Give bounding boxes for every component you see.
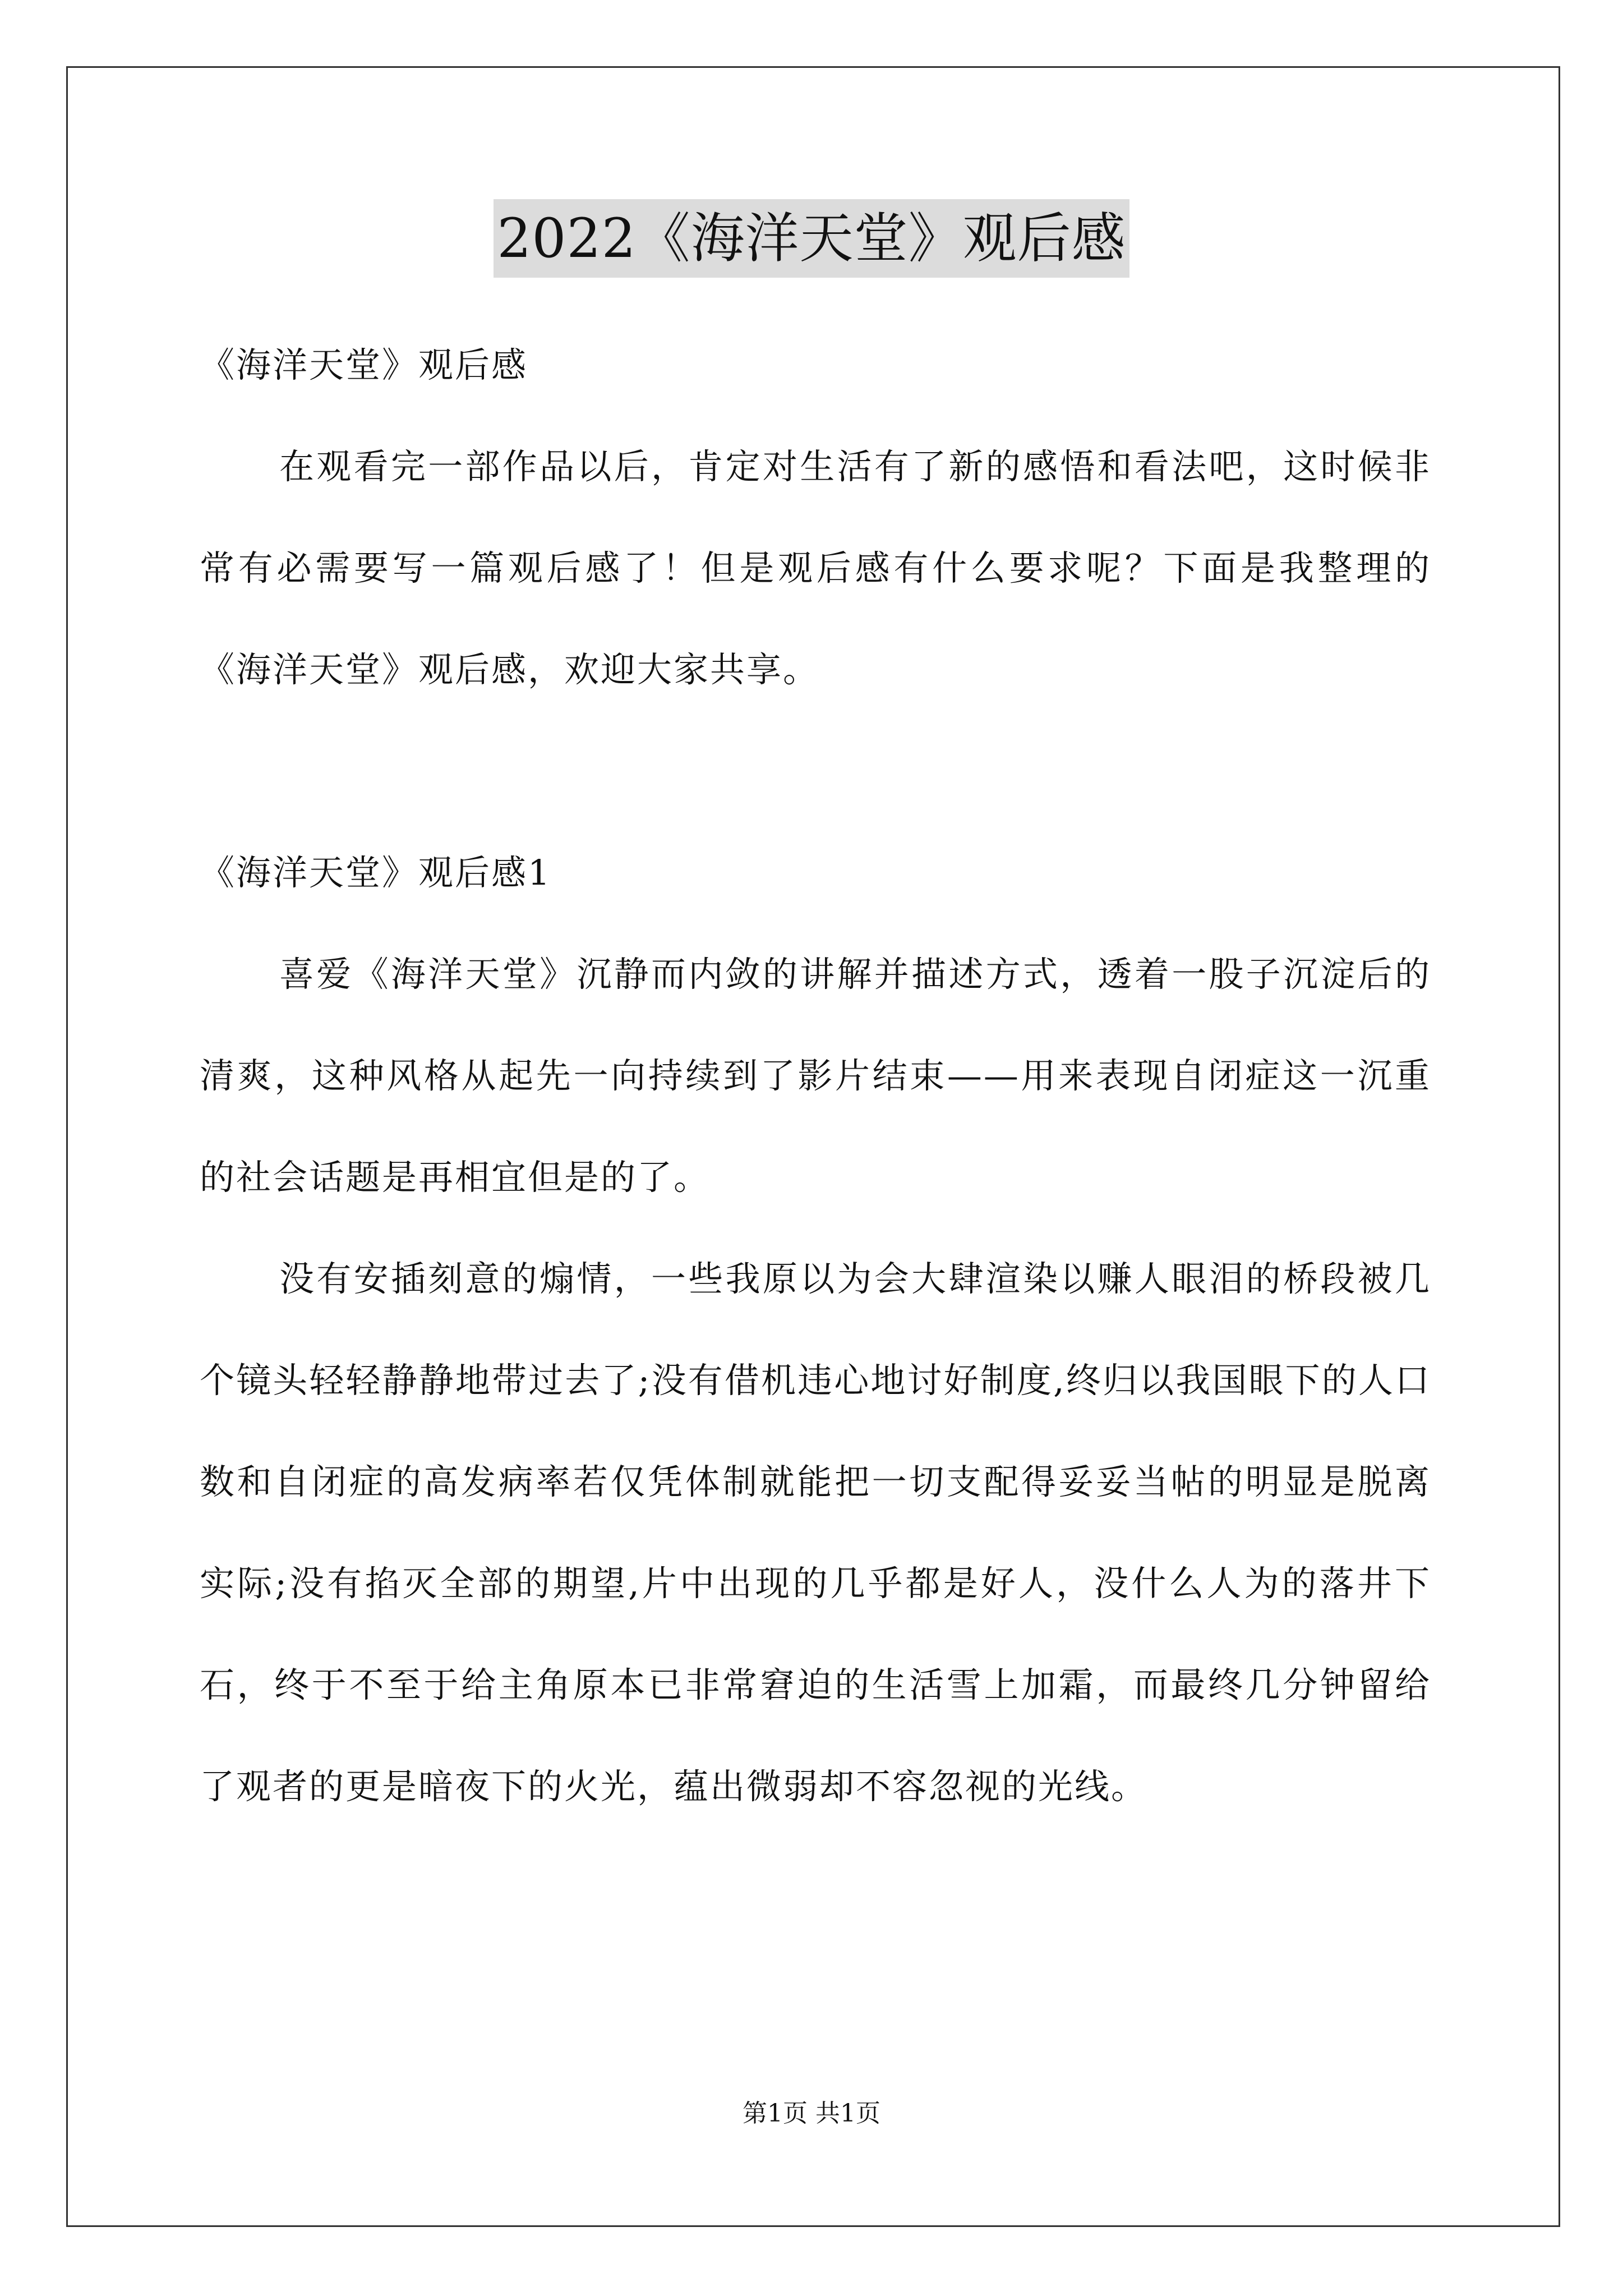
document-title: 2022《海洋天堂》观后感	[494, 199, 1129, 278]
document-subtitle: 《海洋天堂》观后感	[200, 344, 528, 385]
body-paragraph-2: 没有安插刻意的煽情，一些我原以为会大肆渲染以赚人眼泪的桥段被几个镜头轻轻静静地带过去了;没有借机违心地讨好制度,终归以我国眼下的人口数和自闭症的高发病率若仅凭体制就能把一切支配得妥妥当帖的明显是脱离实际;没有掐灭全部的期望,片中出现的几乎都是好人，没什么人为的落井下石，终于不至于给主角原本已非常窘迫的生活雪上加霜，而最终几分钟留给了观者的更是暗夜下的火光，蕴出微弱却不容忽视的光线。	[200, 1258, 1431, 1807]
section-heading: 《海洋天堂》观后感1	[200, 852, 552, 893]
paragraph-spacer	[200, 720, 1431, 822]
intro-paragraph: 在观看完一部作品以后，肯定对生活有了新的感悟和看法吧，这时候非常有必需要写一篇观后感了！但是观后感有什么要求呢？下面是我整理的《海洋天堂》观后感，欢迎大家共享。	[200, 446, 1431, 690]
document-body	[200, 314, 1431, 1837]
page-footer: 第1页 共1页	[743, 2099, 880, 2128]
body-paragraph-1: 喜爱《海洋天堂》沉静而内敛的讲解并描述方式，透着一股子沉淀后的清爽，这种风格从起先一向持续到了影片结束——用来表现自闭症这一沉重的社会话题是再相宜但是的了。	[200, 954, 1431, 1198]
title-container	[0, 199, 1623, 278]
